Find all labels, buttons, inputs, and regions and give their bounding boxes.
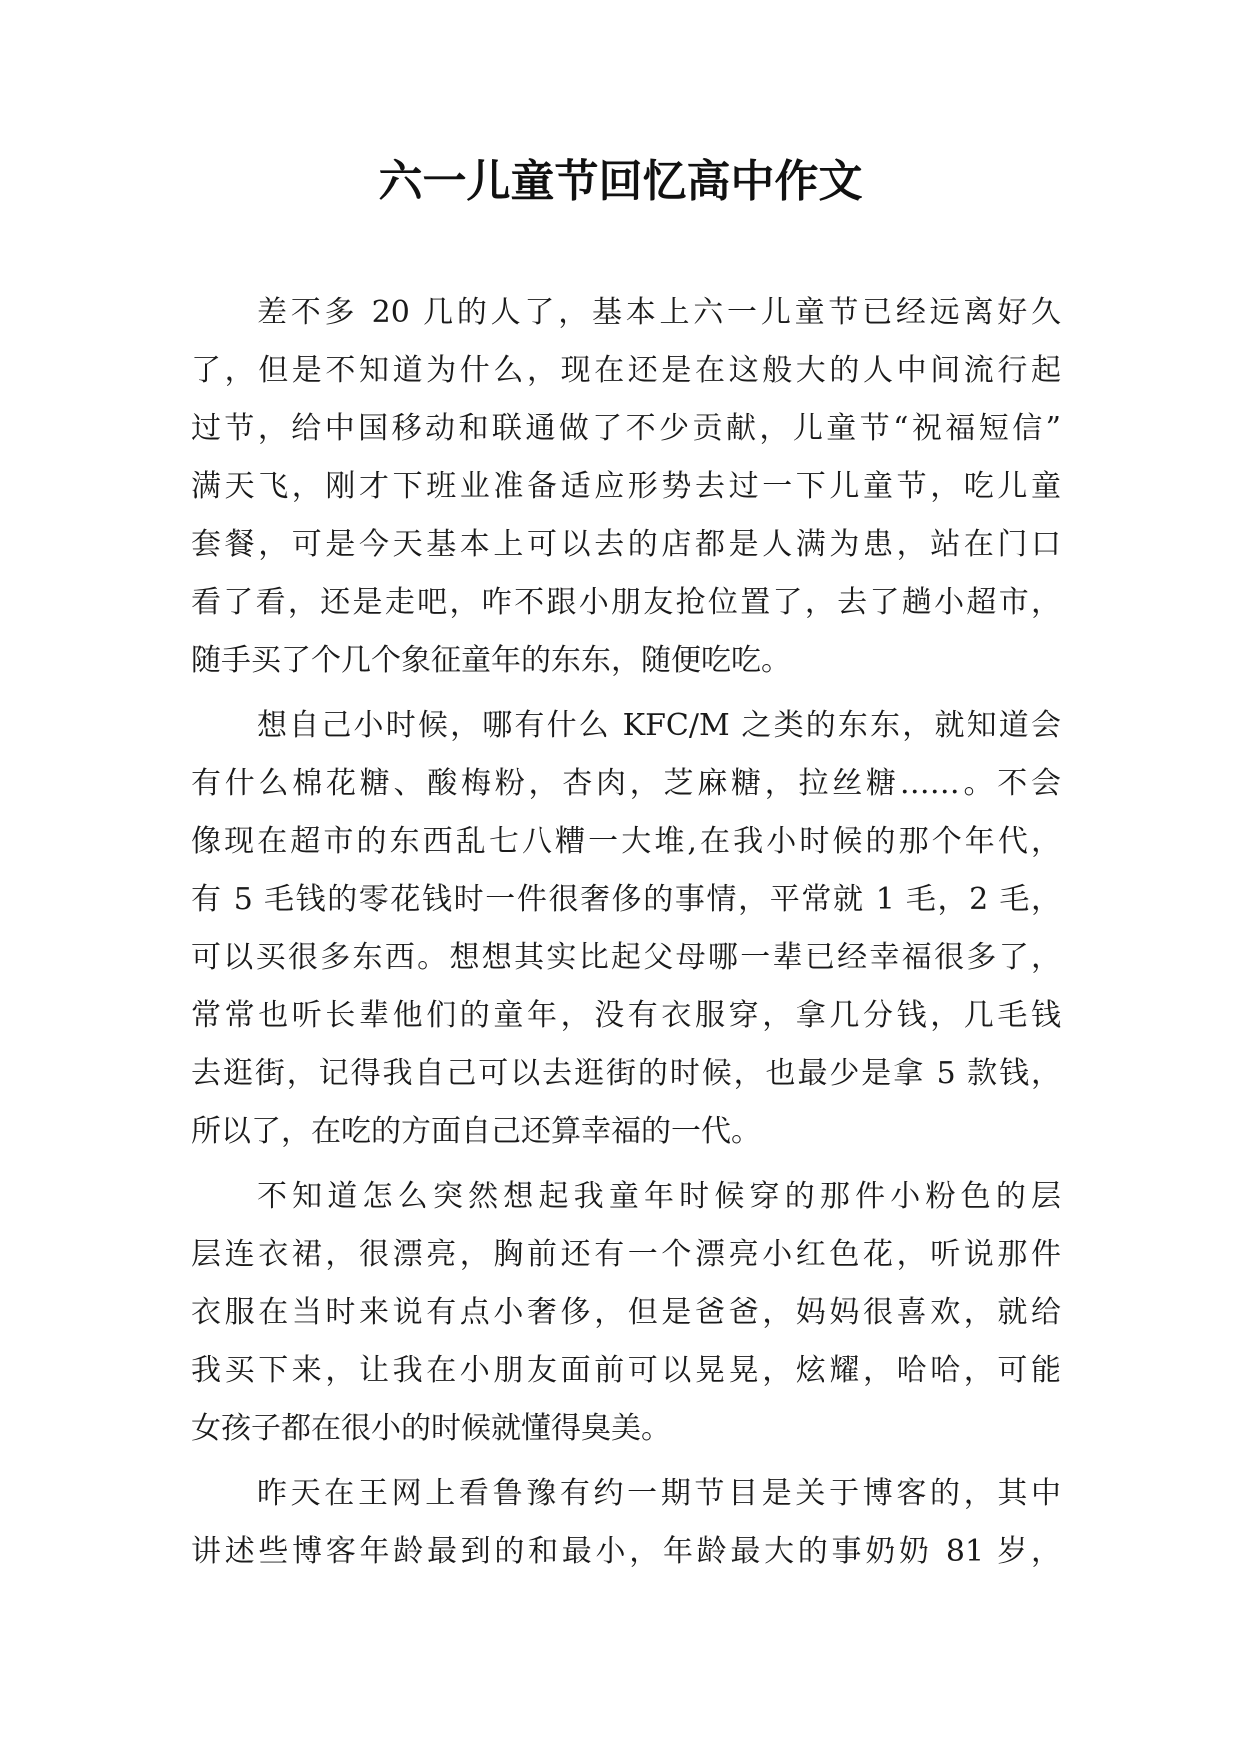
text-line: 了，但是不知道为什么，现在还是在这般大的人中间流行起: [191, 353, 1061, 388]
text-line: 看了看，还是走吧，咋不跟小朋友抢位置了，去了趟小超市，: [191, 585, 1061, 620]
text-line: 满天飞，刚才下班业准备适应形势去过一下儿童节，吃儿童: [191, 469, 1061, 504]
text-line: 有 5 毛钱的零花钱时一件很奢侈的事情，平常就 1 毛，2 毛，: [191, 882, 1061, 917]
document-title: 六一儿童节回忆高中作文: [378, 156, 863, 207]
text-line: 随手买了个几个象征童年的东东，随便吃吃。: [191, 643, 791, 678]
text-line: 讲述些博客年龄最到的和最小，年龄最大的事奶奶 81 岁，: [191, 1534, 1061, 1569]
text-line: 过节，给中国移动和联通做了不少贡献，儿童节“祝福短信”: [191, 411, 1061, 446]
text-line: 昨天在王网上看鲁豫有约一期节目是关于博客的，其中: [257, 1476, 1061, 1511]
document-body: [191, 284, 1061, 1581]
text-line: 差不多 20 几的人了，基本上六一儿童节已经远离好久: [257, 295, 1061, 330]
text-line: 常常也听长辈他们的童年，没有衣服穿，拿几分钱，几毛钱: [191, 998, 1061, 1033]
paragraph-3: [191, 1168, 1061, 1458]
text-line: 我买下来，让我在小朋友面前可以晃晃，炫耀，哈哈，可能: [191, 1353, 1061, 1388]
text-line: 去逛街，记得我自己可以去逛街的时候，也最少是拿 5 款钱，: [191, 1056, 1061, 1091]
text-line: 所以了，在吃的方面自己还算幸福的一代。: [191, 1114, 761, 1149]
text-line: 想自己小时候，哪有什么 KFC/M 之类的东东，就知道会: [257, 708, 1061, 743]
text-line: 套餐，可是今天基本上可以去的店都是人满为患，站在门口: [191, 527, 1061, 562]
text-line: 不知道怎么突然想起我童年时候穿的那件小粉色的层: [257, 1179, 1061, 1214]
text-line: 层连衣裙，很漂亮，胸前还有一个漂亮小红色花，听说那件: [191, 1237, 1061, 1272]
text-line: 像现在超市的东西乱七八糟一大堆,在我小时候的那个年代，: [191, 824, 1061, 859]
paragraph-1: [191, 284, 1061, 690]
paragraph-2: [191, 697, 1061, 1161]
text-line: 有什么棉花糖、酸梅粉，杏肉，芝麻糖，拉丝糖……。不会: [191, 766, 1061, 801]
text-line: 衣服在当时来说有点小奢侈，但是爸爸，妈妈很喜欢，就给: [191, 1295, 1061, 1330]
paragraph-4: [191, 1465, 1061, 1581]
text-line: 可以买很多东西。想想其实比起父母哪一辈已经幸福很多了，: [191, 940, 1061, 975]
text-line: 女孩子都在很小的时候就懂得臭美。: [191, 1411, 671, 1446]
